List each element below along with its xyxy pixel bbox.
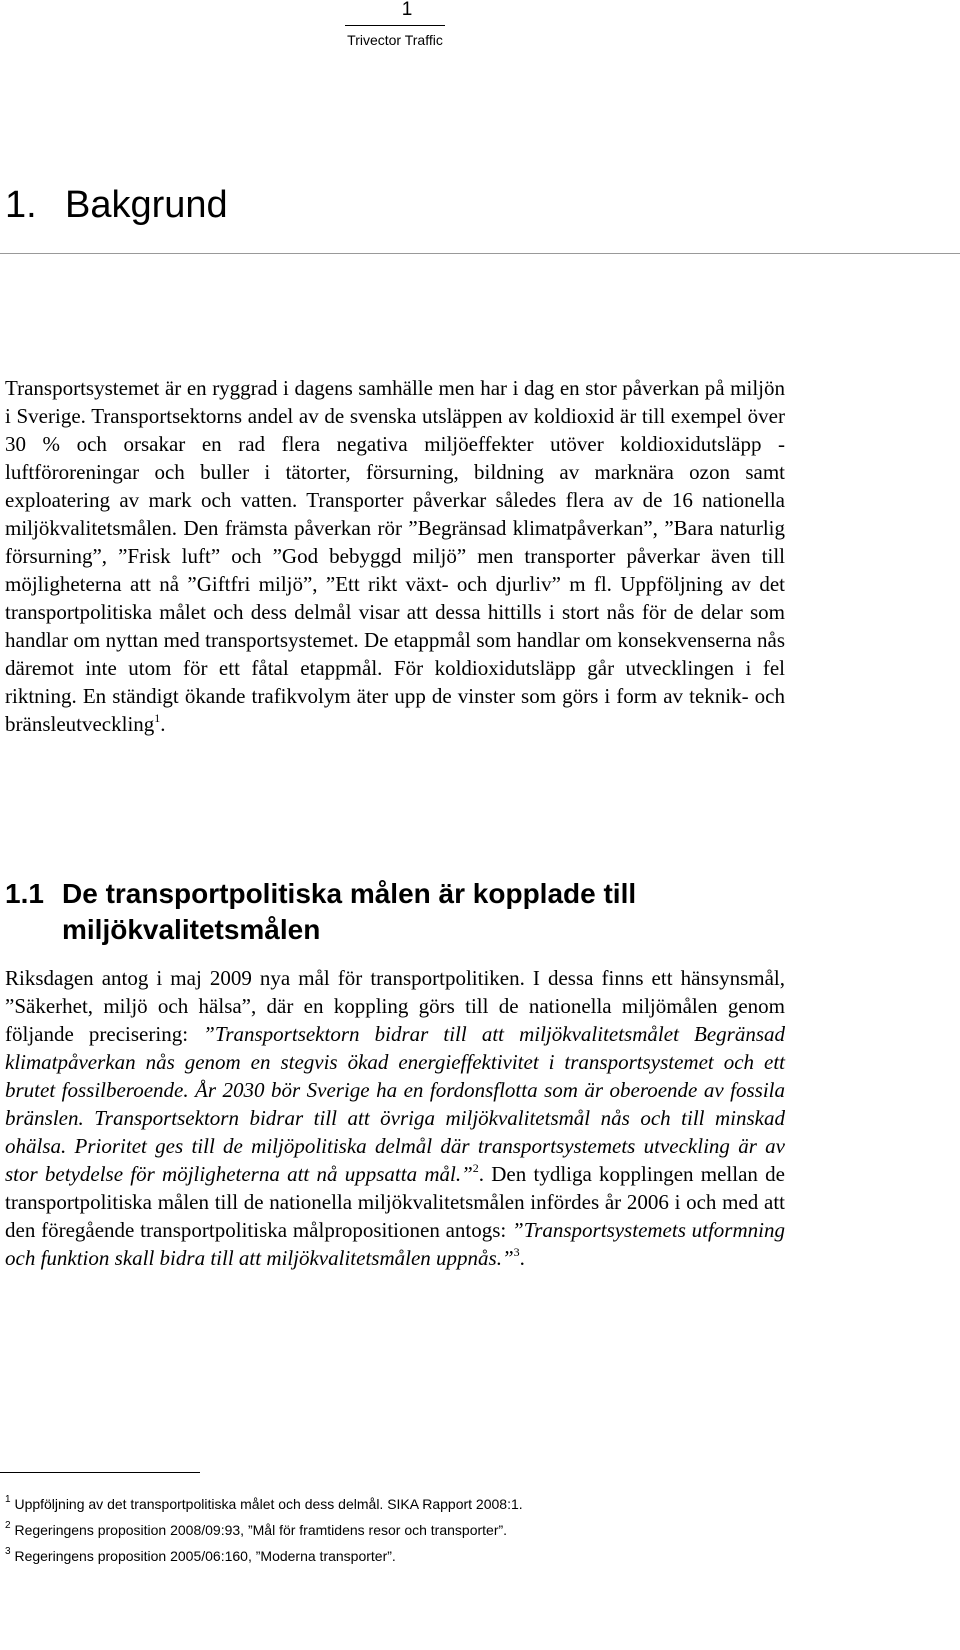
paragraph-run-2: . Den tydliga kopplingen mellan de transportpolitiska målen till de nationella miljökvalitetsmålen infördes år 2006 i och med att den föregående transportpolitiska målpropositionen antogs: <box>5 1162 785 1242</box>
section-heading-1 <box>5 183 228 227</box>
subsection-title-line1: De transportpolitiska målen är kopplade till <box>62 878 637 909</box>
footnote-text: Regeringens proposition 2005/06:160, ”Moderna transporter”. <box>14 1548 396 1564</box>
paragraph-run-1: Riksdagen antog i maj 2009 nya mål för transportpolitiken. I dessa finns ett hänsynsmål, ”Säkerhet, miljö och hälsa”, där en koppling görs till de nationella miljömålen genom följande precisering: <box>5 966 785 1046</box>
footnote-ref-2[interactable]: 2 <box>472 1161 479 1175</box>
footnote <box>5 1521 507 1539</box>
section-title: Bakgrund <box>65 184 228 226</box>
subsection-title-line2: miljökvalitetsmålen <box>62 914 321 945</box>
footnote-number: 2 <box>5 1520 11 1531</box>
paragraph-end: . <box>519 1246 525 1270</box>
background-paragraph <box>5 374 785 738</box>
footnote-number: 1 <box>5 1494 11 1505</box>
header-company: Trivector Traffic <box>347 32 443 48</box>
quote-precisering: ”Transportsektorn bidrar till att miljökvalitetsmålet Begränsad klimatpåverkan nås genom en stegvis ökad energieffektivitet i transportsystemet och ett brutet fossilberoende. År 2030 bör Sverige ha en fordonsflotta som är oberoende av fossila bränslen. Transportsektorn bidrar till att övriga miljökvalitetsmål nås och till minskad ohälsa. Prioritet ges till de miljöpolitiska delmål där transportsystemets utveckling är av stor betydelse för möjligheterna att nå uppsatta mål.” <box>5 1022 785 1186</box>
header-rule <box>345 25 445 26</box>
subsection-number: 1.1 <box>5 878 44 909</box>
paragraph-text: Transportsystemet är en ryggrad i dagens samhälle men har i dag en stor påverkan på miljön i Sverige. Transportsektorns andel av de svenska utsläppen av koldioxid är till exempel över 30 % och orsakar en rad flera negativa miljöeffekter utöver koldioxidutsläpp - luftföroreningar och buller i tätorter, försurning, bildning av marknära ozon samt exploatering av mark och vatten. Transporter påverkar således flera av de 16 nationella miljökvalitetsmålen. Den främsta påverkan rör ”Begränsad klimatpåverkan”, ”Bara naturlig försurning”, ”Frisk luft” och ”God bebyggd miljö” men transporter påverkar även till möjligheterna att nå ”Giftfri miljö”, ”Ett rikt växt- och djurliv” m fl. Uppföljning av det transportpolitiska målet och dess delmål visar att dessa hittills i stort nås för de delar som handlar om nyttan med transportsystemet. De etappmål som handlar om konsekvenserna nås däremot inte utom för ett fåtal etappmål. För koldioxidutsläpp går utvecklingen i fel riktning. En ständigt ökande trafikvolym äter upp de vinster som görs i form av teknik- och bränsleutveckling <box>5 376 785 736</box>
footnote <box>5 1547 396 1565</box>
footnote-ref-1[interactable]: 1 <box>154 711 161 725</box>
section-number: 1. <box>5 184 37 226</box>
paragraph-end: . <box>160 712 166 736</box>
footnote-text: Regeringens proposition 2008/09:93, ”Mål för framtidens resor och transporter”. <box>14 1522 508 1538</box>
footnote-separator <box>0 1472 200 1473</box>
footnote-number: 3 <box>5 1546 11 1557</box>
page-number: 1 <box>401 0 413 20</box>
goals-paragraph <box>5 964 785 1272</box>
footnote <box>5 1495 523 1513</box>
quote-proposition: ”Transportsystemets utformning och funktion skall bidra till att miljökvalitetsmålen uppnås.” <box>5 1218 785 1270</box>
section-heading-1-1 <box>5 876 636 948</box>
footnote-ref-3[interactable]: 3 <box>513 1245 520 1259</box>
footnote-text: Uppföljning av det transportpolitiska målet och dess delmål. SIKA Rapport 2008:1. <box>14 1496 523 1512</box>
heading-rule <box>0 253 960 254</box>
